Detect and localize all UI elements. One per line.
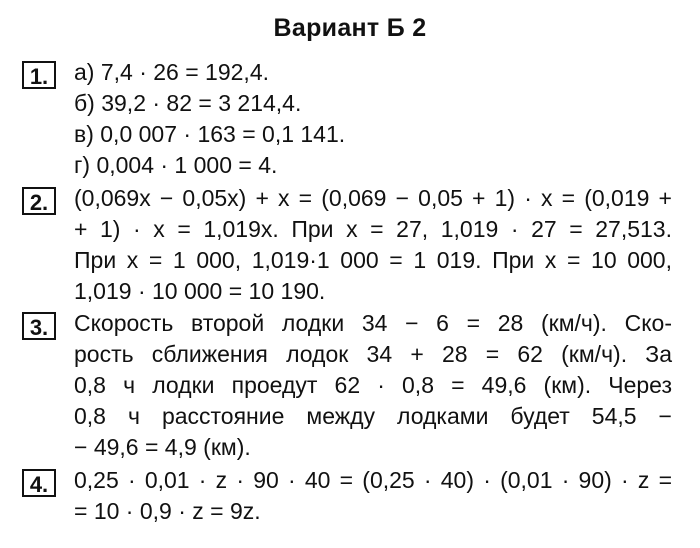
- task-line: Скорость второй лодки 34 − 6 = 28 (км/ч). Ско-: [74, 310, 672, 336]
- task-line: (0,069x − 0,05x) + x = (0,069 − 0,05 + 1) · x = (0,019 +: [74, 185, 672, 211]
- task-line: − 49,6 = 4,9 (км).: [74, 434, 251, 460]
- task-line: При x = 1 000, 1,019·1 000 = 1 019. При x = 10 000,: [74, 247, 672, 273]
- task-body: [74, 57, 672, 181]
- page-title: Вариант Б 2: [273, 14, 427, 42]
- task-line: в) 0,0 007 · 163 = 0,1 141.: [74, 121, 346, 147]
- task-body: [74, 308, 672, 463]
- task-number: 3.: [22, 312, 56, 340]
- task-body: [74, 465, 672, 527]
- task-line: = 10 · 0,9 · z = 9z.: [74, 498, 261, 524]
- task-number: 1.: [22, 61, 56, 89]
- task-line: + 1) · x = 1,019x. При x = 27, 1,019 · 27 = 27,513.: [74, 216, 672, 242]
- task-line: б) 39,2 · 82 = 3 214,4.: [74, 90, 302, 116]
- task-line: 1,019 · 10 000 = 10 190.: [74, 278, 326, 304]
- task-line: 0,25 · 0,01 · z · 90 · 40 = (0,25 · 40) · (0,01 · 90) · z =: [74, 467, 672, 493]
- task-line: 0,8 ч расстояние между лодками будет 54,5 −: [74, 403, 672, 429]
- task-line: 0,8 ч лодки проедут 62 · 0,8 = 49,6 (км). Через: [74, 372, 672, 398]
- task-body: [74, 183, 672, 307]
- task-line: рость сближения лодок 34 + 28 = 62 (км/ч). За: [74, 341, 672, 367]
- task-line: г) 0,004 · 1 000 = 4.: [74, 152, 278, 178]
- task-line: а) 7,4 · 26 = 192,4.: [74, 59, 269, 85]
- task-number: 4.: [22, 469, 56, 497]
- task-number: 2.: [22, 187, 56, 215]
